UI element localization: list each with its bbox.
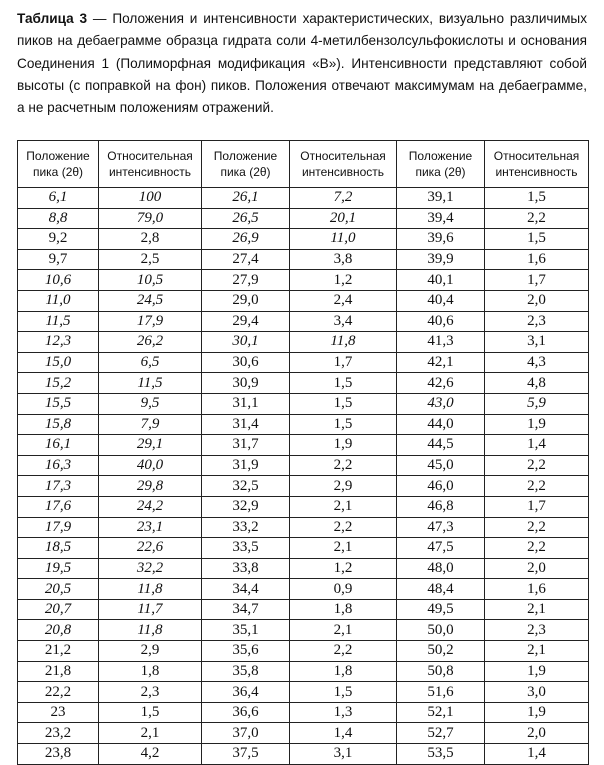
cell-position-2: 37,5 bbox=[202, 744, 290, 765]
cell-position-2: 30,1 bbox=[202, 332, 290, 353]
cell-intensity-3: 2,3 bbox=[485, 620, 589, 641]
cell-position-1: 10,6 bbox=[18, 270, 99, 291]
cell-intensity-3: 2,2 bbox=[485, 517, 589, 538]
cell-intensity-2: 2,1 bbox=[290, 496, 397, 517]
table-row bbox=[18, 332, 589, 353]
cell-position-1: 19,5 bbox=[18, 558, 99, 579]
cell-position-2: 34,7 bbox=[202, 599, 290, 620]
cell-position-1: 17,6 bbox=[18, 496, 99, 517]
cell-position-2: 31,9 bbox=[202, 455, 290, 476]
cell-position-2: 29,0 bbox=[202, 290, 290, 311]
cell-position-2: 35,1 bbox=[202, 620, 290, 641]
cell-position-3: 50,2 bbox=[397, 641, 485, 662]
cell-intensity-3: 2,0 bbox=[485, 290, 589, 311]
cell-position-1: 11,0 bbox=[18, 290, 99, 311]
table-row bbox=[18, 476, 589, 497]
cell-intensity-3: 2,2 bbox=[485, 208, 589, 229]
cell-intensity-3: 1,7 bbox=[485, 496, 589, 517]
cell-position-2: 33,2 bbox=[202, 517, 290, 538]
cell-intensity-1: 9,5 bbox=[99, 393, 202, 414]
cell-intensity-2: 1,5 bbox=[290, 393, 397, 414]
cell-intensity-2: 1,8 bbox=[290, 599, 397, 620]
cell-intensity-3: 3,0 bbox=[485, 682, 589, 703]
table-row bbox=[18, 229, 589, 250]
cell-intensity-1: 29,8 bbox=[99, 476, 202, 497]
cell-intensity-1: 2,1 bbox=[99, 723, 202, 744]
cell-intensity-1: 11,5 bbox=[99, 373, 202, 394]
cell-position-3: 39,9 bbox=[397, 249, 485, 270]
cell-position-2: 31,4 bbox=[202, 414, 290, 435]
cell-position-2: 33,5 bbox=[202, 538, 290, 559]
cell-intensity-1: 2,5 bbox=[99, 249, 202, 270]
cell-position-1: 6,1 bbox=[18, 188, 99, 209]
cell-intensity-2: 3,8 bbox=[290, 249, 397, 270]
cell-intensity-2: 2,4 bbox=[290, 290, 397, 311]
cell-position-2: 35,8 bbox=[202, 661, 290, 682]
table-row bbox=[18, 620, 589, 641]
cell-position-2: 36,6 bbox=[202, 702, 290, 723]
cell-position-2: 30,6 bbox=[202, 352, 290, 373]
header-intensity-1: Относительная интенсивность bbox=[99, 141, 202, 188]
cell-position-2: 27,4 bbox=[202, 249, 290, 270]
cell-intensity-1: 1,8 bbox=[99, 661, 202, 682]
table-row bbox=[18, 270, 589, 291]
table-row bbox=[18, 311, 589, 332]
cell-position-3: 50,0 bbox=[397, 620, 485, 641]
cell-position-1: 20,5 bbox=[18, 579, 99, 600]
cell-intensity-2: 2,2 bbox=[290, 641, 397, 662]
cell-position-1: 16,3 bbox=[18, 455, 99, 476]
cell-position-1: 15,0 bbox=[18, 352, 99, 373]
cell-position-1: 8,8 bbox=[18, 208, 99, 229]
cell-intensity-1: 26,2 bbox=[99, 332, 202, 353]
cell-position-1: 21,2 bbox=[18, 641, 99, 662]
table-row bbox=[18, 723, 589, 744]
cell-intensity-2: 2,1 bbox=[290, 620, 397, 641]
cell-intensity-1: 24,5 bbox=[99, 290, 202, 311]
cell-position-1: 23,2 bbox=[18, 723, 99, 744]
cell-intensity-2: 1,2 bbox=[290, 558, 397, 579]
cell-position-2: 32,5 bbox=[202, 476, 290, 497]
cell-position-3: 45,0 bbox=[397, 455, 485, 476]
cell-position-3: 40,4 bbox=[397, 290, 485, 311]
cell-intensity-1: 24,2 bbox=[99, 496, 202, 517]
cell-position-1: 16,1 bbox=[18, 435, 99, 456]
cell-position-1: 20,8 bbox=[18, 620, 99, 641]
cell-intensity-1: 79,0 bbox=[99, 208, 202, 229]
header-intensity-2: Относительная интенсивность bbox=[290, 141, 397, 188]
cell-intensity-3: 1,7 bbox=[485, 270, 589, 291]
cell-position-1: 15,8 bbox=[18, 414, 99, 435]
cell-position-3: 42,1 bbox=[397, 352, 485, 373]
cell-position-3: 39,1 bbox=[397, 188, 485, 209]
cell-position-1: 17,9 bbox=[18, 517, 99, 538]
cell-intensity-1: 4,2 bbox=[99, 744, 202, 765]
cell-intensity-1: 10,5 bbox=[99, 270, 202, 291]
cell-intensity-2: 1,2 bbox=[290, 270, 397, 291]
cell-intensity-3: 1,5 bbox=[485, 229, 589, 250]
cell-position-1: 22,2 bbox=[18, 682, 99, 703]
cell-position-3: 42,6 bbox=[397, 373, 485, 394]
cell-position-3: 48,0 bbox=[397, 558, 485, 579]
table-body bbox=[18, 188, 589, 765]
cell-intensity-3: 2,1 bbox=[485, 599, 589, 620]
cell-intensity-1: 11,7 bbox=[99, 599, 202, 620]
table-row bbox=[18, 702, 589, 723]
cell-position-3: 39,6 bbox=[397, 229, 485, 250]
cell-position-3: 44,5 bbox=[397, 435, 485, 456]
table-row bbox=[18, 208, 589, 229]
cell-position-2: 26,5 bbox=[202, 208, 290, 229]
cell-intensity-1: 7,9 bbox=[99, 414, 202, 435]
cell-position-3: 41,3 bbox=[397, 332, 485, 353]
cell-intensity-1: 11,8 bbox=[99, 620, 202, 641]
cell-position-3: 43,0 bbox=[397, 393, 485, 414]
table-row bbox=[18, 579, 589, 600]
cell-intensity-3: 2,2 bbox=[485, 476, 589, 497]
cell-intensity-3: 5,9 bbox=[485, 393, 589, 414]
cell-intensity-2: 20,1 bbox=[290, 208, 397, 229]
cell-position-3: 53,5 bbox=[397, 744, 485, 765]
cell-intensity-2: 11,8 bbox=[290, 332, 397, 353]
cell-position-1: 23 bbox=[18, 702, 99, 723]
cell-intensity-2: 0,9 bbox=[290, 579, 397, 600]
table-row bbox=[18, 188, 589, 209]
cell-position-3: 39,4 bbox=[397, 208, 485, 229]
cell-intensity-3: 4,8 bbox=[485, 373, 589, 394]
cell-position-2: 30,9 bbox=[202, 373, 290, 394]
cell-position-2: 26,1 bbox=[202, 188, 290, 209]
cell-position-2: 37,0 bbox=[202, 723, 290, 744]
cell-intensity-2: 1,8 bbox=[290, 661, 397, 682]
cell-position-1: 18,5 bbox=[18, 538, 99, 559]
cell-intensity-2: 3,1 bbox=[290, 744, 397, 765]
table-row bbox=[18, 599, 589, 620]
cell-position-3: 40,1 bbox=[397, 270, 485, 291]
cell-position-1: 21,8 bbox=[18, 661, 99, 682]
cell-position-2: 29,4 bbox=[202, 311, 290, 332]
cell-intensity-2: 2,2 bbox=[290, 517, 397, 538]
table-row bbox=[18, 373, 589, 394]
cell-position-3: 48,4 bbox=[397, 579, 485, 600]
cell-position-3: 46,8 bbox=[397, 496, 485, 517]
cell-intensity-1: 17,9 bbox=[99, 311, 202, 332]
header-intensity-3: Относительная интенсивность bbox=[485, 141, 589, 188]
cell-position-3: 46,0 bbox=[397, 476, 485, 497]
cell-position-2: 32,9 bbox=[202, 496, 290, 517]
cell-position-2: 31,7 bbox=[202, 435, 290, 456]
cell-intensity-2: 2,9 bbox=[290, 476, 397, 497]
table-row bbox=[18, 517, 589, 538]
cell-intensity-3: 4,3 bbox=[485, 352, 589, 373]
cell-position-2: 33,8 bbox=[202, 558, 290, 579]
cell-intensity-3: 2,3 bbox=[485, 311, 589, 332]
cell-position-1: 15,5 bbox=[18, 393, 99, 414]
cell-intensity-1: 1,5 bbox=[99, 702, 202, 723]
table-row bbox=[18, 352, 589, 373]
cell-position-3: 49,5 bbox=[397, 599, 485, 620]
cell-position-3: 47,5 bbox=[397, 538, 485, 559]
cell-intensity-3: 2,0 bbox=[485, 723, 589, 744]
cell-position-3: 52,1 bbox=[397, 702, 485, 723]
cell-intensity-1: 29,1 bbox=[99, 435, 202, 456]
cell-position-3: 51,6 bbox=[397, 682, 485, 703]
peaks-table bbox=[17, 140, 589, 765]
cell-intensity-2: 1,7 bbox=[290, 352, 397, 373]
cell-position-1: 9,2 bbox=[18, 229, 99, 250]
cell-position-1: 20,7 bbox=[18, 599, 99, 620]
cell-intensity-3: 3,1 bbox=[485, 332, 589, 353]
caption-text: — Положения и интенсивности характеристических, визуально различимых пиков на дебаеграмме образца гидрата соли 4-метилбензолсульфокислоты и основания Соединения 1 (Полиморфная модификация «В»). Интенсивности представляют собой высоты (с поправкой на фон) пиков. Положения отвечают максимумам на дебаеграмме, а не расчетным положениям отражений. bbox=[17, 11, 587, 115]
cell-intensity-2: 11,0 bbox=[290, 229, 397, 250]
cell-position-3: 50,8 bbox=[397, 661, 485, 682]
cell-position-1: 11,5 bbox=[18, 311, 99, 332]
cell-position-2: 27,9 bbox=[202, 270, 290, 291]
table-row bbox=[18, 435, 589, 456]
cell-intensity-3: 1,9 bbox=[485, 661, 589, 682]
cell-intensity-2: 3,4 bbox=[290, 311, 397, 332]
cell-intensity-2: 1,5 bbox=[290, 414, 397, 435]
cell-intensity-2: 1,5 bbox=[290, 682, 397, 703]
cell-intensity-2: 1,9 bbox=[290, 435, 397, 456]
cell-intensity-3: 2,1 bbox=[485, 641, 589, 662]
cell-intensity-2: 7,2 bbox=[290, 188, 397, 209]
cell-intensity-3: 2,2 bbox=[485, 538, 589, 559]
table-row bbox=[18, 414, 589, 435]
cell-intensity-3: 1,9 bbox=[485, 702, 589, 723]
cell-intensity-3: 1,9 bbox=[485, 414, 589, 435]
cell-position-2: 34,4 bbox=[202, 579, 290, 600]
table-row bbox=[18, 744, 589, 765]
cell-intensity-3: 1,4 bbox=[485, 435, 589, 456]
cell-position-1: 17,3 bbox=[18, 476, 99, 497]
cell-intensity-3: 2,2 bbox=[485, 455, 589, 476]
cell-position-1: 23,8 bbox=[18, 744, 99, 765]
cell-intensity-3: 1,5 bbox=[485, 188, 589, 209]
cell-intensity-1: 11,8 bbox=[99, 579, 202, 600]
table-row bbox=[18, 538, 589, 559]
cell-position-1: 9,7 bbox=[18, 249, 99, 270]
cell-position-3: 52,7 bbox=[397, 723, 485, 744]
cell-position-1: 15,2 bbox=[18, 373, 99, 394]
cell-intensity-1: 2,3 bbox=[99, 682, 202, 703]
cell-intensity-1: 100 bbox=[99, 188, 202, 209]
cell-intensity-1: 23,1 bbox=[99, 517, 202, 538]
cell-intensity-2: 2,2 bbox=[290, 455, 397, 476]
cell-position-2: 35,6 bbox=[202, 641, 290, 662]
cell-position-2: 31,1 bbox=[202, 393, 290, 414]
header-position-3: Положение пика (2θ) bbox=[397, 141, 485, 188]
table-row bbox=[18, 682, 589, 703]
cell-intensity-1: 22,6 bbox=[99, 538, 202, 559]
cell-position-1: 12,3 bbox=[18, 332, 99, 353]
cell-intensity-2: 1,3 bbox=[290, 702, 397, 723]
header-row bbox=[18, 141, 589, 188]
cell-intensity-1: 40,0 bbox=[99, 455, 202, 476]
table-caption bbox=[17, 8, 587, 119]
cell-intensity-2: 1,4 bbox=[290, 723, 397, 744]
table-row bbox=[18, 558, 589, 579]
cell-intensity-1: 2,9 bbox=[99, 641, 202, 662]
header-position-1: Положение пика (2θ) bbox=[18, 141, 99, 188]
cell-intensity-3: 1,6 bbox=[485, 249, 589, 270]
cell-intensity-1: 32,2 bbox=[99, 558, 202, 579]
table-row bbox=[18, 641, 589, 662]
cell-intensity-3: 1,4 bbox=[485, 744, 589, 765]
table-row bbox=[18, 496, 589, 517]
table-row bbox=[18, 249, 589, 270]
cell-intensity-3: 2,0 bbox=[485, 558, 589, 579]
table-row bbox=[18, 393, 589, 414]
header-position-2: Положение пика (2θ) bbox=[202, 141, 290, 188]
cell-intensity-2: 1,5 bbox=[290, 373, 397, 394]
cell-intensity-3: 1,6 bbox=[485, 579, 589, 600]
cell-position-2: 36,4 bbox=[202, 682, 290, 703]
table-row bbox=[18, 290, 589, 311]
cell-intensity-1: 6,5 bbox=[99, 352, 202, 373]
cell-intensity-2: 2,1 bbox=[290, 538, 397, 559]
cell-position-3: 47,3 bbox=[397, 517, 485, 538]
cell-intensity-1: 2,8 bbox=[99, 229, 202, 250]
cell-position-3: 40,6 bbox=[397, 311, 485, 332]
cell-position-3: 44,0 bbox=[397, 414, 485, 435]
caption-label: Таблица 3 bbox=[17, 11, 87, 26]
cell-position-2: 26,9 bbox=[202, 229, 290, 250]
table-row bbox=[18, 455, 589, 476]
table-row bbox=[18, 661, 589, 682]
